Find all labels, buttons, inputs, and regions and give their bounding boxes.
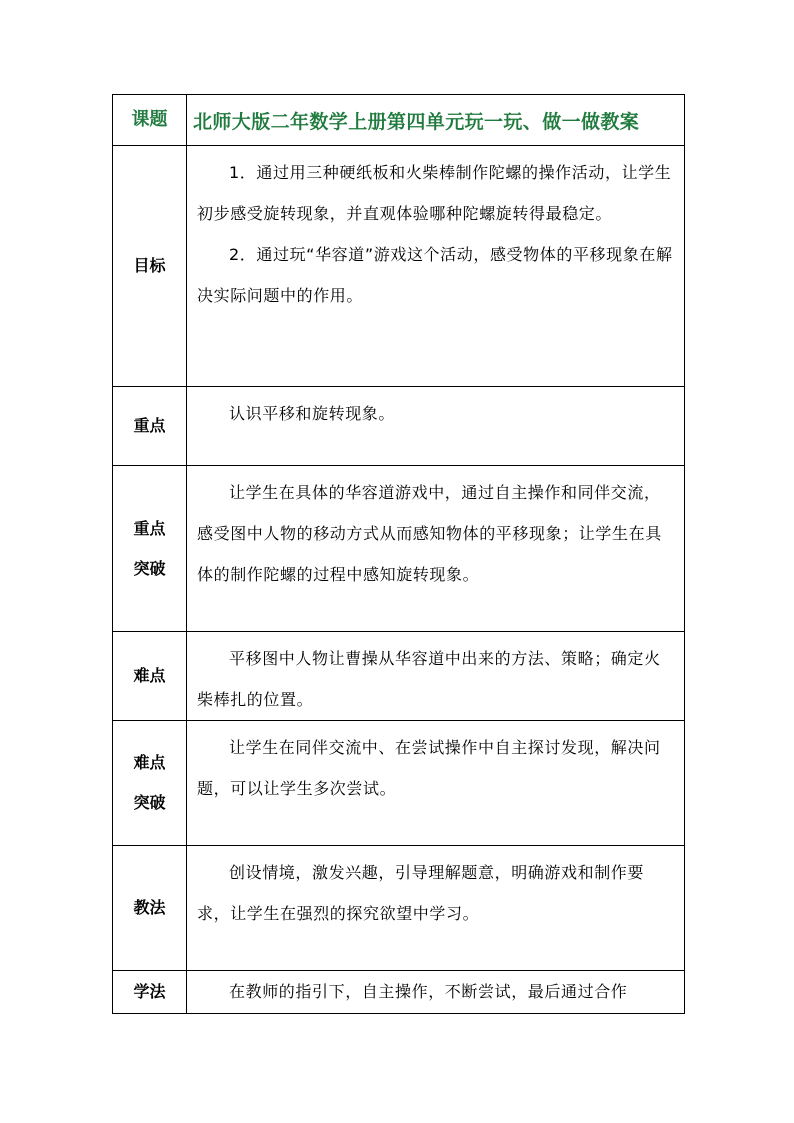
goal-paragraph-1: 1．通过用三种硬纸板和火柴棒制作陀螺的操作活动，让学生初步感受旋转现象，并直观体验哪种陀螺旋转得最稳定。 (197, 163, 672, 223)
row-label-line: 难点 (133, 666, 166, 685)
title-label: 课题 (113, 95, 187, 146)
row-teaching-method (113, 846, 685, 971)
row-label-line: 重点 (133, 416, 166, 435)
row-label-line: 重点 (133, 518, 166, 538)
title-row (113, 95, 685, 146)
row-content (187, 466, 685, 632)
row-label (113, 971, 187, 1014)
row-difficulty-breakthrough (113, 721, 685, 846)
document-title: 北师大版二年数学上册第四单元玩一玩、做一做教案 (187, 95, 685, 146)
row-content (187, 721, 685, 846)
row-label (113, 632, 187, 721)
row-label-line: 教法 (133, 898, 166, 917)
row-content (187, 971, 685, 1014)
goal-paragraph-2: 2．通过玩“华容道”游戏这个活动，感受物体的平移现象在解决实际问题中的作用。 (197, 245, 673, 305)
content-paragraph: 在教师的指引下，自主操作，不断尝试，最后通过合作 (229, 982, 628, 1001)
row-content (187, 632, 685, 721)
row-learning-method (113, 971, 685, 1014)
row-content (187, 387, 685, 466)
lesson-plan-table (112, 94, 685, 1014)
row-content (187, 846, 685, 971)
row-key-breakthrough (113, 466, 685, 632)
row-content (187, 146, 685, 387)
content-paragraph: 让学生在同伴交流中、在尝试操作中自主探讨发现，解决问题，可以让学生多次尝试。 (197, 738, 661, 798)
row-difficulty (113, 632, 685, 721)
row-label-line: 难点 (133, 753, 166, 772)
row-label (113, 721, 187, 846)
content-paragraph: 平移图中人物让曹操从华容道中出来的方法、策略；确定火柴棒扎的位置。 (197, 649, 661, 709)
row-label (113, 146, 187, 387)
row-key-points (113, 387, 685, 466)
row-label-line: 突破 (133, 558, 166, 578)
content-paragraph: 认识平移和旋转现象。 (229, 404, 396, 423)
row-label (113, 466, 187, 632)
content-paragraph: 创设情境，激发兴趣，引导理解题意，明确游戏和制作要求，让学生在强烈的探究欲望中学习。 (197, 863, 645, 923)
row-label-line: 目标 (133, 256, 166, 275)
content-paragraph: 让学生在具体的华容道游戏中，通过自主操作和同伴交流，感受图中人物的移动方式从而感知物体的平移现象；让学生在具体的制作陀螺的过程中感知旋转现象。 (197, 483, 662, 584)
row-label-line: 突破 (133, 793, 166, 812)
row-goals (113, 146, 685, 387)
row-label (113, 846, 187, 971)
row-label-line: 学法 (133, 982, 166, 1001)
row-label (113, 387, 187, 466)
